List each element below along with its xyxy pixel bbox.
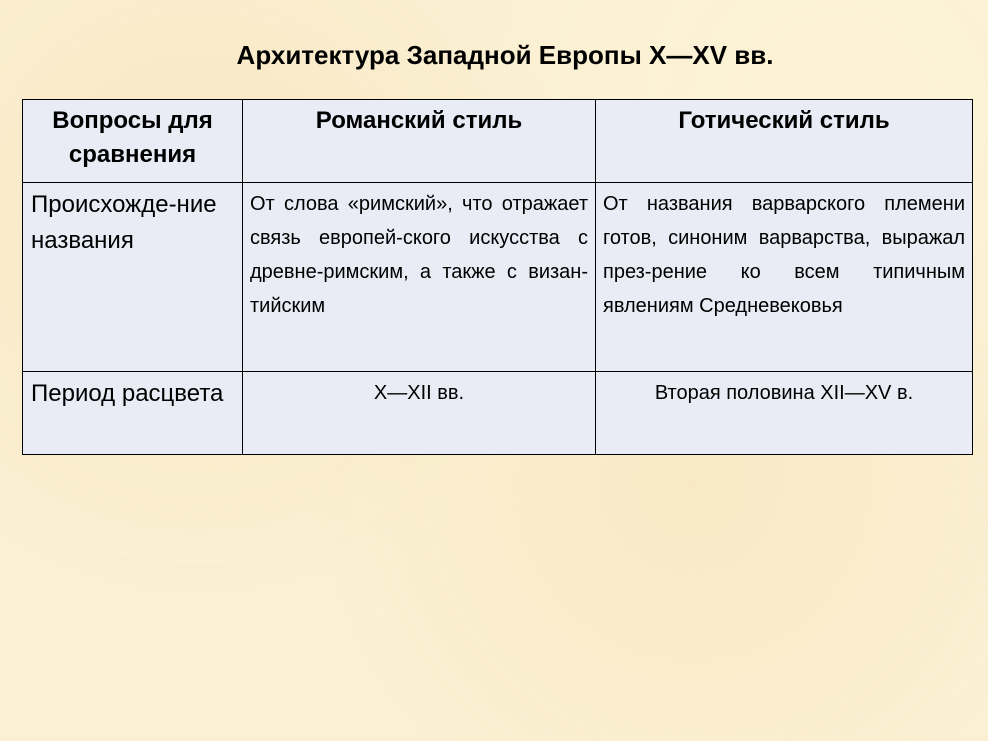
gothic-cell: От названия варварского племени готов, синоним варварства, выражал през-рение ко всем типичным явлениям Средневековья bbox=[596, 183, 973, 372]
header-romanesque: Романский стиль bbox=[243, 100, 596, 183]
romanesque-cell: От слова «римский», что отражает связь европей-ского искусства с древне-римским, а также с визан-тийским bbox=[243, 183, 596, 372]
table-row bbox=[23, 183, 973, 372]
row-question: Происхожде-ние названия bbox=[23, 183, 243, 372]
table-header-row bbox=[23, 100, 973, 183]
header-gothic: Готический стиль bbox=[596, 100, 973, 183]
header-questions: Вопросы для сравнения bbox=[23, 100, 243, 183]
romanesque-cell: X—XII вв. bbox=[243, 372, 596, 455]
gothic-cell: Вторая половина XII—XV в. bbox=[596, 372, 973, 455]
table-row bbox=[23, 372, 973, 455]
slide-title: Архитектура Западной Европы X—XV вв. bbox=[236, 40, 774, 70]
comparison-table bbox=[22, 99, 973, 455]
row-question: Период расцвета bbox=[23, 372, 243, 455]
